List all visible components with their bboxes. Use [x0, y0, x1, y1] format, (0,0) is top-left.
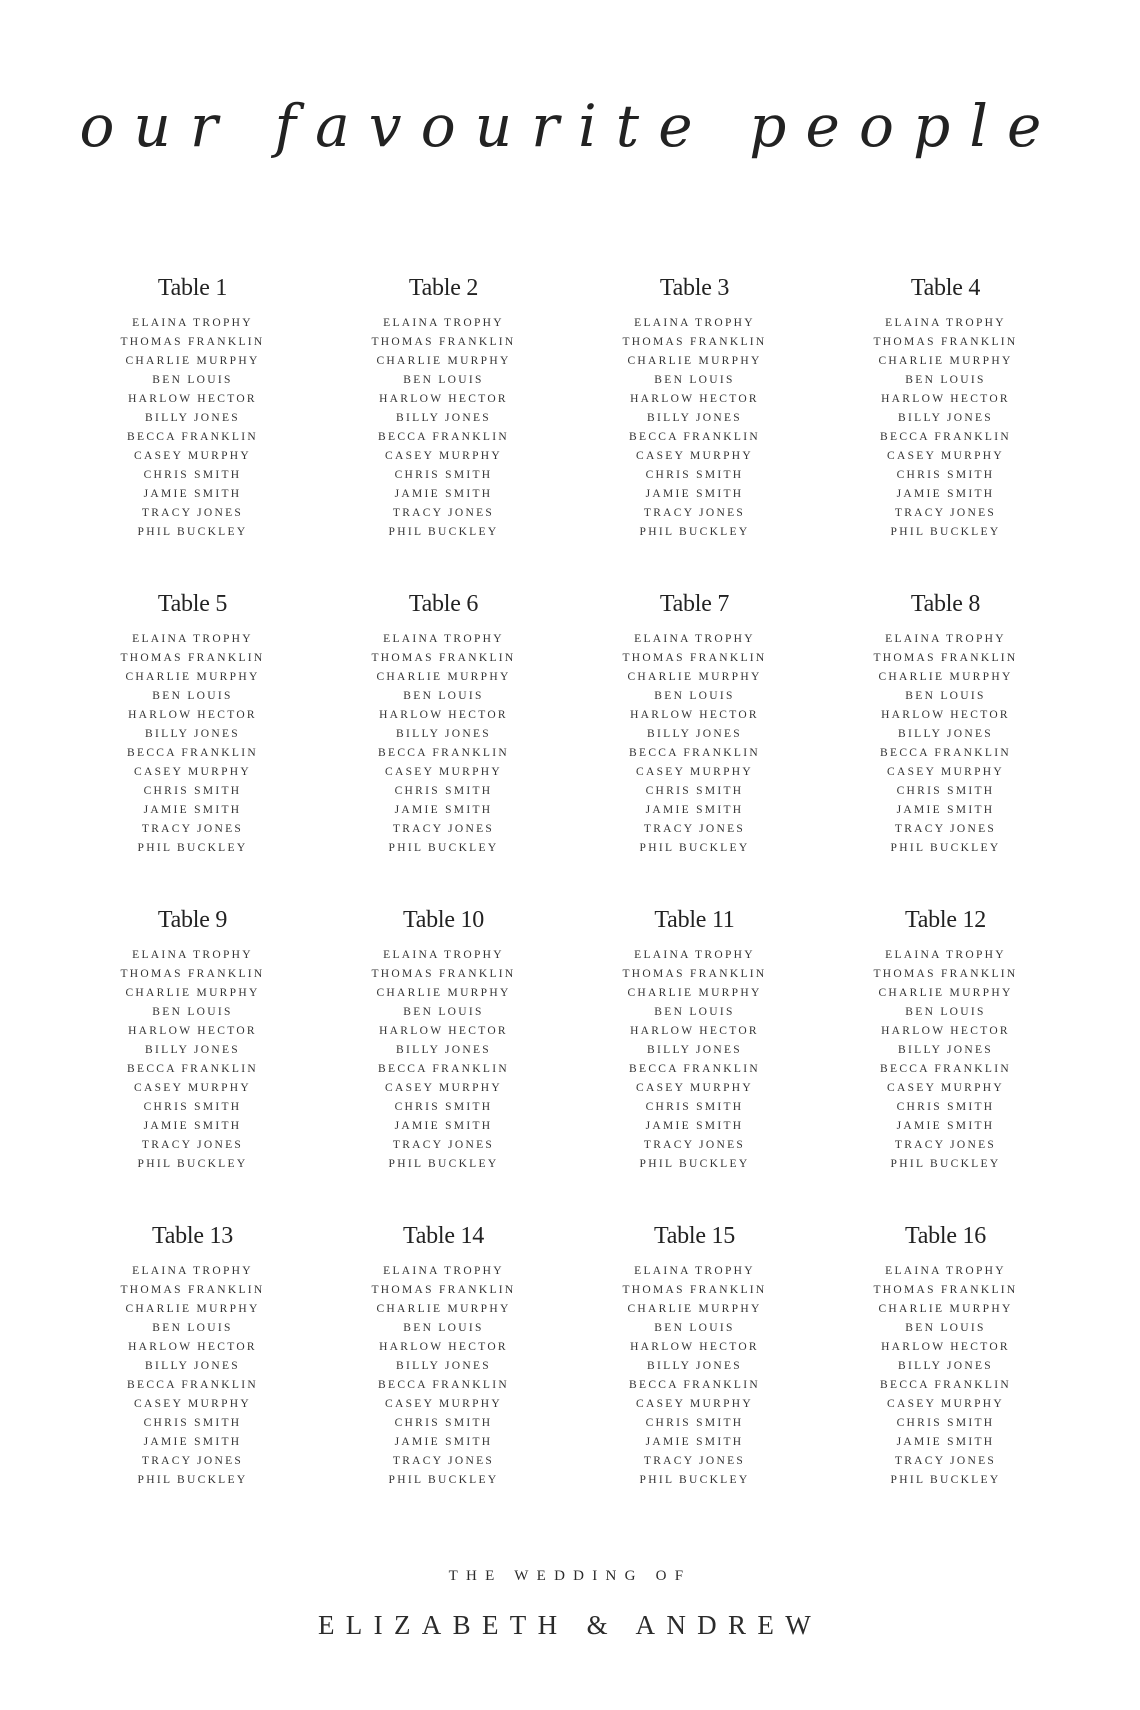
guest-name: CHARLIE MURPHY — [627, 355, 762, 367]
guest-name: THOMAS FRANKLIN — [371, 968, 516, 980]
guest-name: BILLY JONES — [396, 728, 491, 740]
guest-name: BILLY JONES — [145, 412, 240, 424]
guest-name: PHIL BUCKLEY — [388, 526, 499, 538]
guest-name: PHIL BUCKLEY — [639, 1158, 750, 1170]
table-title: Table 16 — [904, 1223, 987, 1249]
guest-name: CASEY MURPHY — [636, 1082, 753, 1094]
guest-name: THOMAS FRANKLIN — [873, 968, 1018, 980]
guest-name: ELAINA TROPHY — [885, 317, 1006, 329]
guest-name: CHRIS SMITH — [645, 469, 744, 481]
guest-name: BECCA FRANKLIN — [127, 1379, 258, 1391]
guest-name: CHARLIE MURPHY — [878, 987, 1013, 999]
guest-name: TRACY JONES — [643, 1139, 746, 1151]
guest-name: BECCA FRANKLIN — [127, 431, 258, 443]
guest-name: ELAINA TROPHY — [132, 1265, 253, 1277]
table-block — [820, 1220, 1071, 1536]
guest-name: HARLOW HECTOR — [881, 393, 1010, 405]
guest-name: JAMIE SMITH — [896, 804, 995, 816]
guest-list — [67, 314, 318, 542]
guest-name: BECCA FRANKLIN — [127, 1063, 258, 1075]
table-title: Table 8 — [910, 591, 981, 617]
guest-name: PHIL BUCKLEY — [388, 1474, 499, 1486]
guest-name: CHARLIE MURPHY — [376, 1303, 511, 1315]
guest-name: ELAINA TROPHY — [132, 633, 253, 645]
guest-name: BEN LOUIS — [152, 1322, 233, 1334]
guest-name: BEN LOUIS — [403, 1006, 484, 1018]
guest-name: CHRIS SMITH — [896, 469, 995, 481]
guest-name: BEN LOUIS — [403, 690, 484, 702]
guest-name: BEN LOUIS — [403, 374, 484, 386]
guest-name: CASEY MURPHY — [134, 766, 251, 778]
guest-name: BECCA FRANKLIN — [629, 747, 760, 759]
guest-name: THOMAS FRANKLIN — [622, 1284, 767, 1296]
guest-name: TRACY JONES — [894, 1455, 997, 1467]
guest-name: BILLY JONES — [145, 1044, 240, 1056]
guest-name: CASEY MURPHY — [385, 1398, 502, 1410]
guest-name: BEN LOUIS — [152, 1006, 233, 1018]
guest-name: THOMAS FRANKLIN — [622, 652, 767, 664]
guest-name: BECCA FRANKLIN — [127, 747, 258, 759]
table-block — [67, 272, 318, 588]
guest-name: CASEY MURPHY — [385, 1082, 502, 1094]
guest-name: PHIL BUCKLEY — [137, 1158, 248, 1170]
guest-name: TRACY JONES — [392, 507, 495, 519]
guest-name: ELAINA TROPHY — [634, 949, 755, 961]
guest-name: BILLY JONES — [898, 412, 993, 424]
guest-name: CHRIS SMITH — [394, 469, 493, 481]
guest-name: CASEY MURPHY — [887, 450, 1004, 462]
table-title: Table 4 — [910, 275, 981, 301]
guest-name: TRACY JONES — [392, 1139, 495, 1151]
guest-name: TRACY JONES — [894, 1139, 997, 1151]
guest-name: PHIL BUCKLEY — [639, 526, 750, 538]
guest-name: HARLOW HECTOR — [881, 1025, 1010, 1037]
guest-name: HARLOW HECTOR — [379, 393, 508, 405]
guest-name: BECCA FRANKLIN — [629, 431, 760, 443]
guest-name: TRACY JONES — [392, 1455, 495, 1467]
guest-list — [820, 630, 1071, 858]
guest-name: TRACY JONES — [141, 1139, 244, 1151]
guest-name: PHIL BUCKLEY — [890, 1474, 1001, 1486]
guest-name: PHIL BUCKLEY — [639, 842, 750, 854]
guest-name: THOMAS FRANKLIN — [622, 968, 767, 980]
guest-name: PHIL BUCKLEY — [890, 526, 1001, 538]
guest-name: BILLY JONES — [647, 728, 742, 740]
table-block — [820, 588, 1071, 904]
guest-name: JAMIE SMITH — [394, 1120, 493, 1132]
table-title: Table 6 — [408, 591, 479, 617]
guest-name: CHRIS SMITH — [645, 1101, 744, 1113]
table-title: Table 15 — [653, 1223, 736, 1249]
page-title: our favourite people — [79, 92, 1061, 160]
guest-name: JAMIE SMITH — [645, 488, 744, 500]
guest-name: BILLY JONES — [145, 728, 240, 740]
guest-name: CHRIS SMITH — [143, 1101, 242, 1113]
guest-name: CHRIS SMITH — [394, 785, 493, 797]
guest-list — [820, 946, 1071, 1174]
guest-list — [67, 1262, 318, 1490]
guest-name: ELAINA TROPHY — [383, 949, 504, 961]
guest-name: CASEY MURPHY — [134, 1082, 251, 1094]
guest-name: CHRIS SMITH — [645, 1417, 744, 1429]
guest-name: CHARLIE MURPHY — [376, 671, 511, 683]
guest-name: HARLOW HECTOR — [630, 393, 759, 405]
guest-name: BEN LOUIS — [654, 1006, 735, 1018]
table-title: Table 9 — [157, 907, 228, 933]
guest-name: BEN LOUIS — [905, 374, 986, 386]
guest-name: PHIL BUCKLEY — [137, 842, 248, 854]
guest-name: JAMIE SMITH — [143, 488, 242, 500]
guest-name: HARLOW HECTOR — [128, 393, 257, 405]
guest-name: ELAINA TROPHY — [634, 1265, 755, 1277]
guest-name: CHARLIE MURPHY — [125, 355, 260, 367]
guest-name: BEN LOUIS — [654, 1322, 735, 1334]
guest-name: HARLOW HECTOR — [128, 709, 257, 721]
guest-name: BEN LOUIS — [654, 374, 735, 386]
table-block — [318, 272, 569, 588]
guest-name: TRACY JONES — [894, 507, 997, 519]
guest-name: ELAINA TROPHY — [383, 317, 504, 329]
guest-name: BECCA FRANKLIN — [378, 431, 509, 443]
table-title: Table 12 — [904, 907, 987, 933]
guest-name: THOMAS FRANKLIN — [120, 336, 265, 348]
guest-name: BECCA FRANKLIN — [378, 1379, 509, 1391]
guest-name: CHARLIE MURPHY — [627, 1303, 762, 1315]
guest-name: HARLOW HECTOR — [630, 1341, 759, 1353]
table-block — [318, 588, 569, 904]
guest-name: THOMAS FRANKLIN — [873, 336, 1018, 348]
table-title: Table 5 — [157, 591, 228, 617]
guest-name: CHARLIE MURPHY — [125, 671, 260, 683]
guest-name: BILLY JONES — [647, 1360, 742, 1372]
guest-name: CASEY MURPHY — [134, 1398, 251, 1410]
guest-name: CHRIS SMITH — [143, 469, 242, 481]
guest-name: ELAINA TROPHY — [132, 317, 253, 329]
guest-name: PHIL BUCKLEY — [388, 1158, 499, 1170]
guest-name: ELAINA TROPHY — [885, 1265, 1006, 1277]
guest-name: JAMIE SMITH — [143, 1436, 242, 1448]
guest-name: PHIL BUCKLEY — [137, 1474, 248, 1486]
guest-name: CHRIS SMITH — [394, 1417, 493, 1429]
guest-name: TRACY JONES — [643, 823, 746, 835]
guest-name: CASEY MURPHY — [385, 450, 502, 462]
table-title: Table 3 — [659, 275, 730, 301]
guest-name: TRACY JONES — [141, 823, 244, 835]
guest-name: TRACY JONES — [392, 823, 495, 835]
table-block — [820, 904, 1071, 1220]
guest-name: CASEY MURPHY — [887, 766, 1004, 778]
guest-name: JAMIE SMITH — [896, 1436, 995, 1448]
guest-name: CHRIS SMITH — [896, 785, 995, 797]
guest-name: BECCA FRANKLIN — [629, 1379, 760, 1391]
guest-name: CHRIS SMITH — [645, 785, 744, 797]
guest-name: BILLY JONES — [145, 1360, 240, 1372]
table-title: Table 1 — [157, 275, 228, 301]
guest-name: BILLY JONES — [898, 1044, 993, 1056]
guest-name: BEN LOUIS — [905, 690, 986, 702]
guest-name: TRACY JONES — [141, 1455, 244, 1467]
guest-name: JAMIE SMITH — [896, 488, 995, 500]
table-block — [318, 1220, 569, 1536]
guest-list — [318, 314, 569, 542]
guest-name: PHIL BUCKLEY — [890, 842, 1001, 854]
guest-name: CHARLIE MURPHY — [878, 1303, 1013, 1315]
guest-list — [820, 1262, 1071, 1490]
guest-name: BEN LOUIS — [905, 1322, 986, 1334]
guest-name: JAMIE SMITH — [645, 804, 744, 816]
guest-name: BECCA FRANKLIN — [378, 1063, 509, 1075]
guest-name: BILLY JONES — [396, 1360, 491, 1372]
table-title: Table 13 — [151, 1223, 234, 1249]
guest-name: JAMIE SMITH — [394, 1436, 493, 1448]
guest-name: THOMAS FRANKLIN — [873, 652, 1018, 664]
guest-name: BILLY JONES — [396, 412, 491, 424]
guest-name: BILLY JONES — [647, 412, 742, 424]
guest-name: CHARLIE MURPHY — [878, 671, 1013, 683]
guest-name: JAMIE SMITH — [394, 804, 493, 816]
guest-name: CHRIS SMITH — [896, 1101, 995, 1113]
guest-name: THOMAS FRANKLIN — [371, 336, 516, 348]
table-block — [569, 1220, 820, 1536]
guest-name: BILLY JONES — [396, 1044, 491, 1056]
table-block — [569, 588, 820, 904]
couple-names: ELIZABETH & ANDREW — [317, 1610, 823, 1640]
guest-list — [318, 946, 569, 1174]
guest-name: PHIL BUCKLEY — [890, 1158, 1001, 1170]
table-title: Table 2 — [408, 275, 479, 301]
guest-name: PHIL BUCKLEY — [639, 1474, 750, 1486]
guest-name: BECCA FRANKLIN — [880, 431, 1011, 443]
guest-name: PHIL BUCKLEY — [137, 526, 248, 538]
guest-list — [569, 1262, 820, 1490]
guest-name: HARLOW HECTOR — [128, 1341, 257, 1353]
guest-name: HARLOW HECTOR — [379, 1025, 508, 1037]
guest-name: CHARLIE MURPHY — [376, 987, 511, 999]
guest-list — [569, 946, 820, 1174]
table-block — [569, 272, 820, 588]
table-block — [67, 1220, 318, 1536]
guest-list — [569, 630, 820, 858]
guest-name: BECCA FRANKLIN — [880, 747, 1011, 759]
guest-name: BILLY JONES — [647, 1044, 742, 1056]
guest-name: ELAINA TROPHY — [383, 633, 504, 645]
guest-name: CASEY MURPHY — [385, 766, 502, 778]
guest-name: BECCA FRANKLIN — [880, 1063, 1011, 1075]
guest-name: THOMAS FRANKLIN — [120, 652, 265, 664]
table-block — [820, 272, 1071, 588]
guest-name: THOMAS FRANKLIN — [371, 652, 516, 664]
guest-name: CASEY MURPHY — [134, 450, 251, 462]
guest-name: JAMIE SMITH — [394, 488, 493, 500]
guest-name: BECCA FRANKLIN — [880, 1379, 1011, 1391]
guest-name: BEN LOUIS — [152, 374, 233, 386]
guest-name: CASEY MURPHY — [636, 450, 753, 462]
guest-name: HARLOW HECTOR — [630, 709, 759, 721]
guest-name: THOMAS FRANKLIN — [873, 1284, 1018, 1296]
guest-name: ELAINA TROPHY — [885, 949, 1006, 961]
guest-name: THOMAS FRANKLIN — [120, 968, 265, 980]
table-block — [67, 588, 318, 904]
guest-name: HARLOW HECTOR — [881, 1341, 1010, 1353]
guest-name: HARLOW HECTOR — [630, 1025, 759, 1037]
guest-name: CHARLIE MURPHY — [878, 355, 1013, 367]
footer-subtitle: THE WEDDING OF — [448, 1568, 692, 1584]
guest-name: HARLOW HECTOR — [379, 1341, 508, 1353]
guest-name: TRACY JONES — [643, 1455, 746, 1467]
guest-list — [569, 314, 820, 542]
guest-name: BEN LOUIS — [654, 690, 735, 702]
guest-name: CHRIS SMITH — [896, 1417, 995, 1429]
guest-name: THOMAS FRANKLIN — [371, 1284, 516, 1296]
guest-name: CASEY MURPHY — [636, 766, 753, 778]
guest-name: CHARLIE MURPHY — [627, 671, 762, 683]
guest-name: HARLOW HECTOR — [128, 1025, 257, 1037]
guest-name: TRACY JONES — [141, 507, 244, 519]
guest-name: ELAINA TROPHY — [383, 1265, 504, 1277]
guest-name: THOMAS FRANKLIN — [120, 1284, 265, 1296]
guest-name: BEN LOUIS — [905, 1006, 986, 1018]
guest-name: BECCA FRANKLIN — [378, 747, 509, 759]
guest-name: JAMIE SMITH — [143, 1120, 242, 1132]
guest-name: ELAINA TROPHY — [634, 317, 755, 329]
table-title: Table 10 — [402, 907, 485, 933]
guest-name: ELAINA TROPHY — [634, 633, 755, 645]
guest-name: HARLOW HECTOR — [881, 709, 1010, 721]
guest-list — [820, 314, 1071, 542]
guest-name: BEN LOUIS — [403, 1322, 484, 1334]
guest-name: CHRIS SMITH — [143, 785, 242, 797]
guest-name: BILLY JONES — [898, 1360, 993, 1372]
guest-name: CASEY MURPHY — [887, 1398, 1004, 1410]
table-block — [318, 904, 569, 1220]
guest-name: JAMIE SMITH — [645, 1120, 744, 1132]
guest-name: PHIL BUCKLEY — [388, 842, 499, 854]
guest-name: CASEY MURPHY — [636, 1398, 753, 1410]
guest-name: TRACY JONES — [643, 507, 746, 519]
guest-list — [318, 630, 569, 858]
guest-list — [67, 630, 318, 858]
guest-name: THOMAS FRANKLIN — [622, 336, 767, 348]
guest-name: ELAINA TROPHY — [885, 633, 1006, 645]
seating-grid — [67, 272, 1071, 1536]
guest-name: JAMIE SMITH — [645, 1436, 744, 1448]
guest-name: JAMIE SMITH — [143, 804, 242, 816]
guest-name: BILLY JONES — [898, 728, 993, 740]
guest-name: HARLOW HECTOR — [379, 709, 508, 721]
table-title: Table 7 — [659, 591, 730, 617]
guest-name: BEN LOUIS — [152, 690, 233, 702]
guest-list — [67, 946, 318, 1174]
table-block — [67, 904, 318, 1220]
guest-list — [318, 1262, 569, 1490]
table-block — [569, 904, 820, 1220]
table-title: Table 11 — [654, 907, 735, 933]
guest-name: JAMIE SMITH — [896, 1120, 995, 1132]
guest-name: CHARLIE MURPHY — [125, 1303, 260, 1315]
guest-name: ELAINA TROPHY — [132, 949, 253, 961]
guest-name: CHARLIE MURPHY — [627, 987, 762, 999]
guest-name: TRACY JONES — [894, 823, 997, 835]
guest-name: CHARLIE MURPHY — [376, 355, 511, 367]
table-title: Table 14 — [402, 1223, 485, 1249]
guest-name: CASEY MURPHY — [887, 1082, 1004, 1094]
guest-name: CHRIS SMITH — [394, 1101, 493, 1113]
guest-name: CHARLIE MURPHY — [125, 987, 260, 999]
guest-name: BECCA FRANKLIN — [629, 1063, 760, 1075]
guest-name: CHRIS SMITH — [143, 1417, 242, 1429]
